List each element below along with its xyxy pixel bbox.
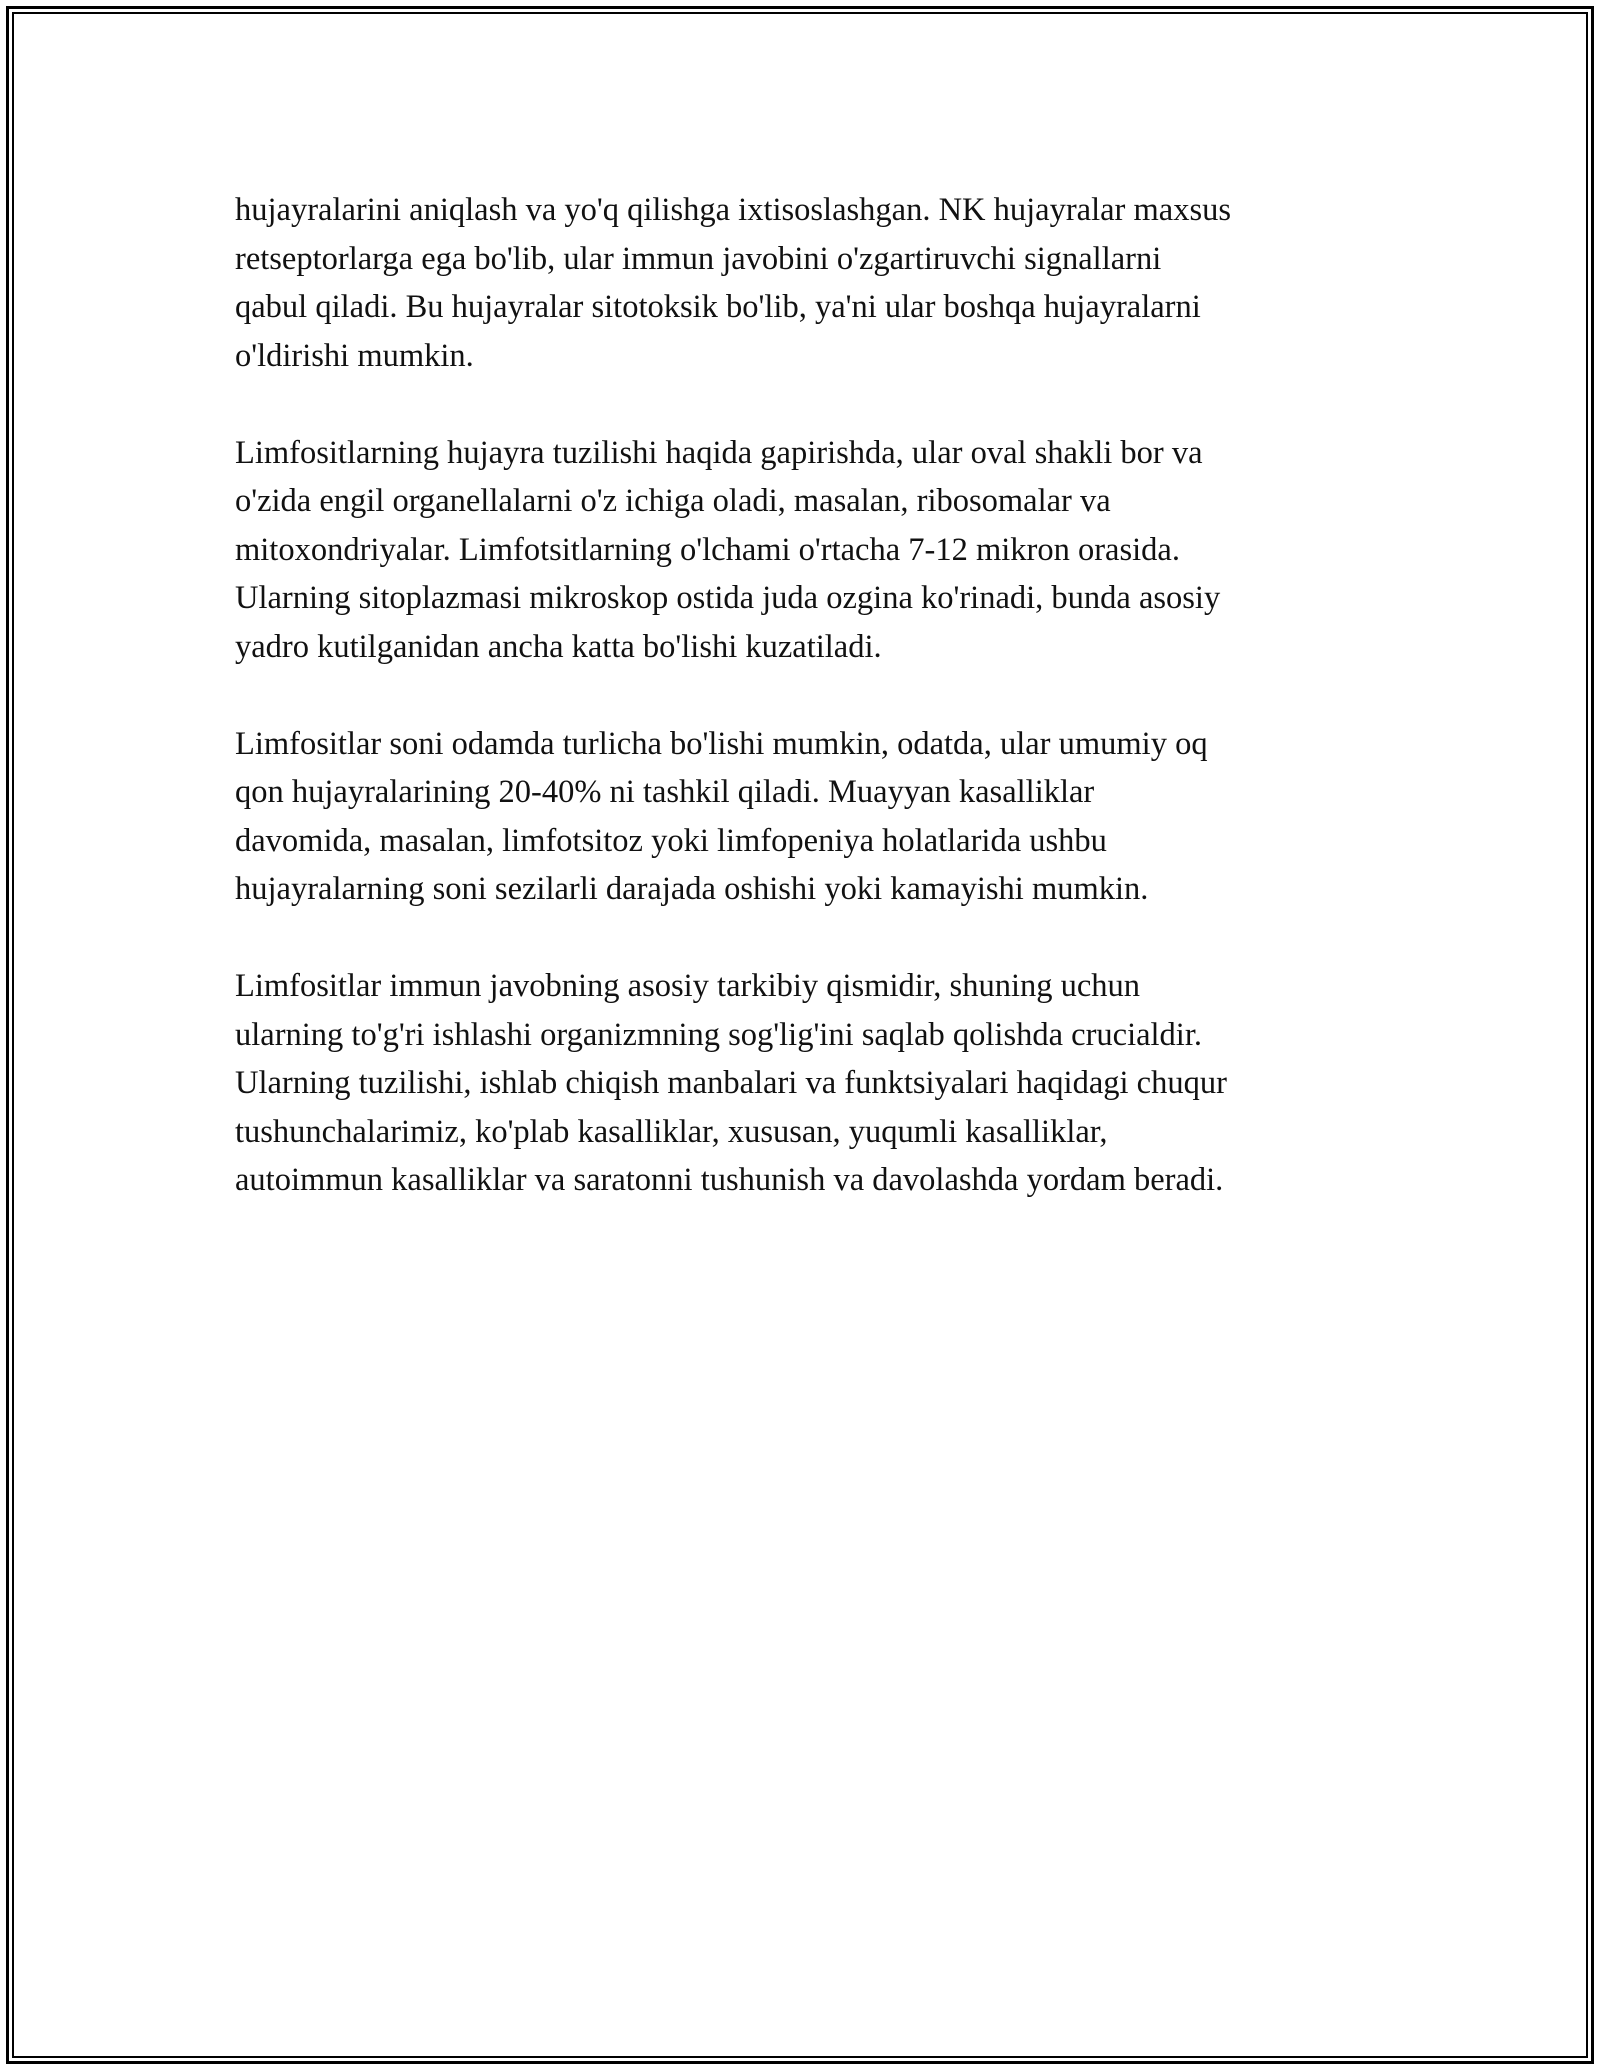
text-line: hujayralarning soni sezilarli darajada oshishi yoki kamayishi mumkin. <box>235 871 1149 907</box>
paragraph-3 <box>235 720 1395 914</box>
text-line: davomida, masalan, limfotsitoz yoki limfopeniya holatlarida ushbu <box>235 822 1107 859</box>
text-line: o'ldirishi mumkin. <box>235 337 474 374</box>
text-line: yadro kutilganidan ancha katta bo'lishi kuzatiladi. <box>235 628 882 665</box>
text-line: ularning to'g'ri ishlashi organizmning sog'lig'ini saqlab qolishda crucialdir. <box>235 1016 1202 1053</box>
text-line: retseptorlarga ega bo'lib, ular immun javobini o'zgartiruvchi signallarni <box>235 240 1162 277</box>
text-line: Limfositlarning hujayra tuzilishi haqida gapirishda, ular oval shakli bor va <box>235 434 1203 471</box>
text-line: Limfositlar immun javobning asosiy tarkibiy qismidir, shuning uchun <box>235 968 1141 1004</box>
text-line: Ularning sitoplazmasi mikroskop ostida juda ozgina ko'rinadi, bunda asosiy <box>235 580 1221 616</box>
document-body <box>235 186 1395 1205</box>
paragraph-4 <box>235 962 1395 1205</box>
text-line: autoimmun kasalliklar va saratonni tushunish va davolashda yordam beradi. <box>235 1162 1224 1198</box>
paragraph-2 <box>235 429 1395 672</box>
text-line: Limfositlar soni odamda turlicha bo'lishi mumkin, odatda, ular umumiy oq <box>235 725 1208 762</box>
paragraph-1 <box>235 186 1395 380</box>
text-line: qon hujayralarining 20-40% ni tashkil qiladi. Muayyan kasalliklar <box>235 774 1095 810</box>
text-line: o'zida engil organellalarni o'z ichiga oladi, masalan, ribosomalar va <box>235 483 1111 519</box>
text-line: Ularning tuzilishi, ishlab chiqish manbalari va funktsiyalari haqidagi chuqur <box>235 1065 1227 1101</box>
text-line: qabul qiladi. Bu hujayralar sitotoksik bo'lib, ya'ni ular boshqa hujayralarni <box>235 289 1201 325</box>
text-line: mitoxondriyalar. Limfotsitlarning o'lchami o'rtacha 7-12 mikron orasida. <box>235 531 1180 568</box>
text-line: hujayralarini aniqlash va yo'q qilishga ixtisoslashgan. NK hujayralar maxsus <box>235 192 1231 228</box>
text-line: tushunchalarimiz, ko'plab kasalliklar, xususan, yuqumli kasalliklar, <box>235 1113 1108 1150</box>
